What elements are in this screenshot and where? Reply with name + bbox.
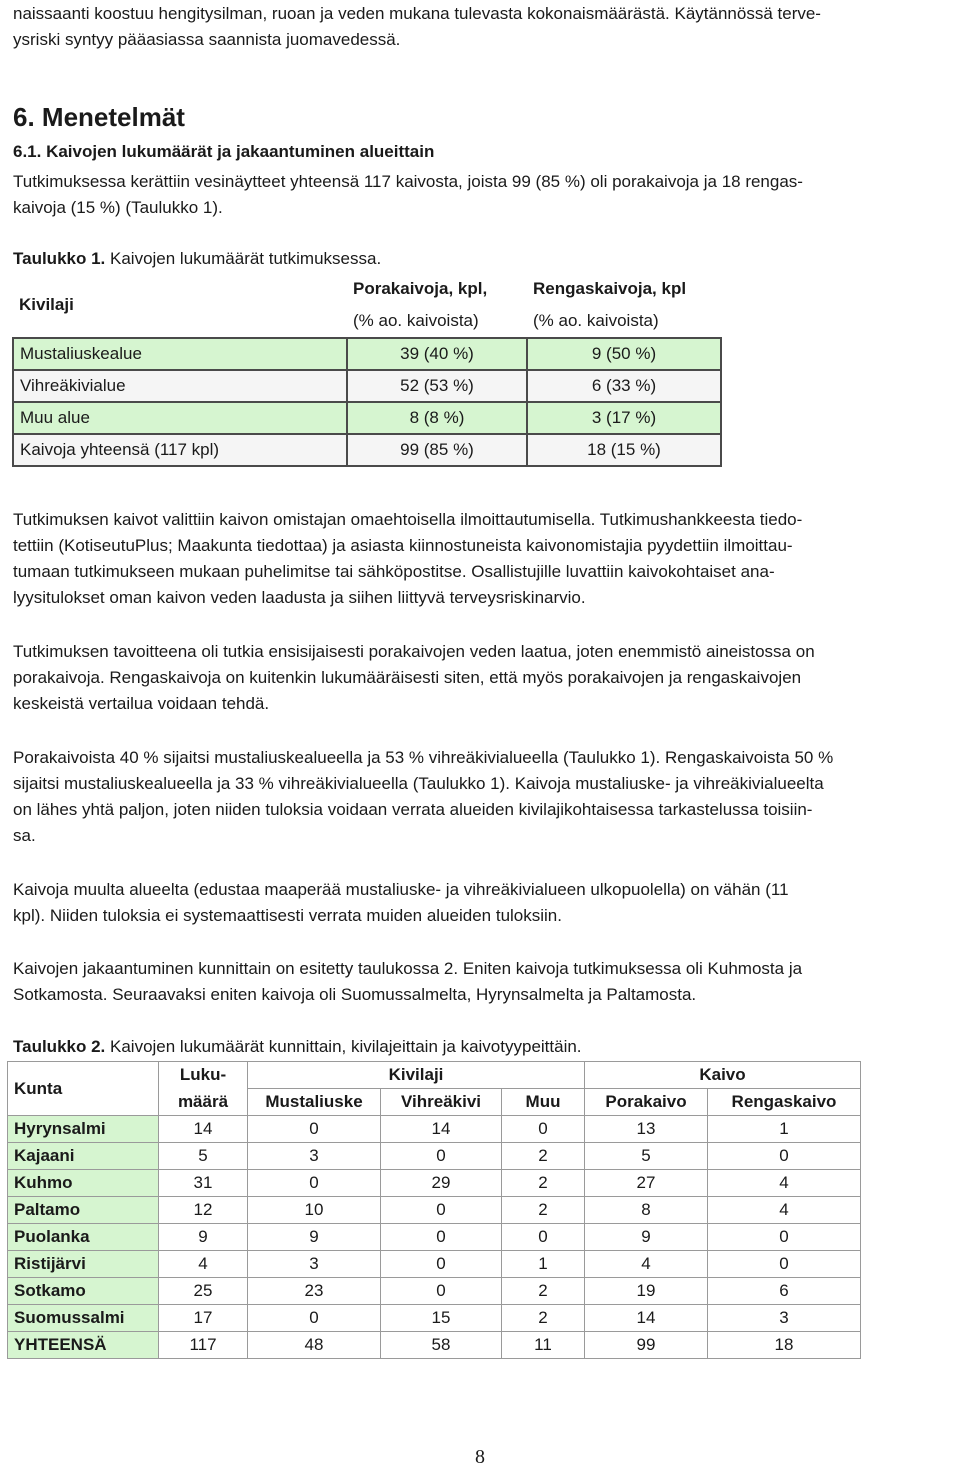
table1-row-porakaivot: 39 (40 %): [347, 338, 527, 370]
table2-cell-muu: 2: [502, 1305, 585, 1332]
table2-cell-kunta: Hyrynsalmi: [8, 1116, 159, 1143]
table1: [12, 273, 722, 467]
table2-cell-porakaivo: 19: [585, 1278, 708, 1305]
table-row: [8, 1251, 861, 1278]
table2-cell-porakaivo: 14: [585, 1305, 708, 1332]
table2-cell-porakaivo: 5: [585, 1143, 708, 1170]
table2-cell-porakaivo: 27: [585, 1170, 708, 1197]
para4-line-2: sijaitsi mustaliuskealueella ja 33 % vihreäkivialueella (Taulukko 1). Kaivoja mustaliuske- ja vihreäkivialueelta: [13, 774, 824, 793]
table-row: [13, 434, 721, 466]
table2-cell-lukumaara: 12: [159, 1197, 248, 1224]
paragraph-5: [13, 877, 953, 929]
table2-header-row-1: [8, 1062, 861, 1089]
paragraph-4: [13, 745, 953, 849]
paragraph-2: [13, 507, 953, 611]
section-heading: 6. Menetelmät: [13, 102, 185, 132]
para3-line-2: porakaivoja. Rengaskaivoja on kuitenkin lukumääräisesti siten, että myös porakaivojen ja rengaskaivojen: [13, 668, 802, 687]
table2-cell-vihreakivi: 0: [381, 1143, 502, 1170]
paragraph-6: [13, 956, 953, 1008]
table2-cell-rengaskaivo: 18: [708, 1332, 861, 1359]
table-row: [13, 338, 721, 370]
table2-cell-lukumaara: 31: [159, 1170, 248, 1197]
table2-cell-lukumaara: 5: [159, 1143, 248, 1170]
intro-line-1: naissaanti koostuu hengitysilman, ruoan ja veden mukana tulevasta kokonaismäärästä. Käytännössä terve-: [13, 4, 821, 23]
table-row: [8, 1332, 861, 1359]
table2-cell-muu: 11: [502, 1332, 585, 1359]
table2-header-rengaskaivo: Rengaskaivo: [708, 1089, 861, 1116]
table2-cell-vihreakivi: 15: [381, 1305, 502, 1332]
table2-cell-rengaskaivo: 6: [708, 1278, 861, 1305]
table2-cell-porakaivo: 8: [585, 1197, 708, 1224]
table1-row-rengaskaivot: 9 (50 %): [527, 338, 721, 370]
table1-header-kivilaji: Kivilaji: [19, 295, 74, 314]
para3-line-3: keskeistä vertailua voidaan tehdä.: [13, 694, 270, 713]
table1-header-porakaivoja-unit: (% ao. kaivoista): [353, 311, 479, 330]
para6-line-1: Kaivojen jakaantuminen kunnittain on esitetty taulukossa 2. Eniten kaivoja tutkimuksessa oli Kuhmosta ja: [13, 959, 803, 978]
table2-caption-text: Kaivojen lukumäärät kunnittain, kivilajeittain ja kaivotyypeittäin.: [110, 1037, 582, 1056]
table2-cell-muu: 0: [502, 1116, 585, 1143]
table2-cell-mustaliuske: 3: [248, 1251, 381, 1278]
table2-cell-lukumaara: 25: [159, 1278, 248, 1305]
table2-header-vihreakivi: Vihreäkivi: [381, 1089, 502, 1116]
table-row: [8, 1143, 861, 1170]
table-row: [8, 1197, 861, 1224]
table2-header-mustaliuske: Mustaliuske: [248, 1089, 381, 1116]
table2-cell-vihreakivi: 0: [381, 1278, 502, 1305]
table2-cell-kunta: Kuhmo: [8, 1170, 159, 1197]
paragraph-1: [13, 169, 953, 221]
table1-caption: [13, 249, 381, 269]
table2-cell-mustaliuske: 0: [248, 1116, 381, 1143]
table2-cell-porakaivo: 4: [585, 1251, 708, 1278]
table1-row-label: Mustaliuskealue: [13, 338, 347, 370]
para1-line-2: kaivoja (15 %) (Taulukko 1).: [13, 198, 223, 217]
table-row: [8, 1305, 861, 1332]
table1-row-label: Vihreäkivialue: [13, 370, 347, 402]
table2-cell-porakaivo: 9: [585, 1224, 708, 1251]
table2-header-kunta: Kunta: [8, 1062, 159, 1116]
table2-cell-mustaliuske: 9: [248, 1224, 381, 1251]
table2-cell-kunta: YHTEENSÄ: [8, 1332, 159, 1359]
table2-cell-muu: 2: [502, 1170, 585, 1197]
table1-row-rengaskaivot: 18 (15 %): [527, 434, 721, 466]
table2-cell-vihreakivi: 0: [381, 1224, 502, 1251]
para5-line-1: Kaivoja muulta alueelta (edustaa maaperää mustaliuske- ja vihreäkivialueen ulkopuolella) on vähän (11: [13, 880, 789, 899]
table2-cell-kunta: Kajaani: [8, 1143, 159, 1170]
intro-paragraph: [13, 1, 953, 53]
table2-cell-kunta: Puolanka: [8, 1224, 159, 1251]
table2-caption: [13, 1037, 582, 1057]
table2-cell-mustaliuske: 48: [248, 1332, 381, 1359]
table-row: [13, 370, 721, 402]
table2-cell-porakaivo: 99: [585, 1332, 708, 1359]
para2-line-2: tettiin (KotiseutuPlus; Maakunta tiedottaa) ja asiasta kiinnostuneista kaivonomistajia pyydettiin ilmoittau-: [13, 536, 793, 555]
table2-cell-mustaliuske: 0: [248, 1170, 381, 1197]
table1-row-porakaivot: 52 (53 %): [347, 370, 527, 402]
table2-cell-rengaskaivo: 1: [708, 1116, 861, 1143]
table1-row-rengaskaivot: 3 (17 %): [527, 402, 721, 434]
para4-line-4: sa.: [13, 826, 36, 845]
table2-cell-rengaskaivo: 0: [708, 1143, 861, 1170]
table1-row-label: Kaivoja yhteensä (117 kpl): [13, 434, 347, 466]
table1-caption-label: Taulukko 1.: [13, 249, 106, 268]
table2-cell-kunta: Suomussalmi: [8, 1305, 159, 1332]
table2: [7, 1061, 861, 1359]
table2-header-muu: Muu: [502, 1089, 585, 1116]
table1-header-rengaskaivoja: Rengaskaivoja, kpl: [533, 279, 687, 298]
table-row: [8, 1116, 861, 1143]
para2-line-1: Tutkimuksen kaivot valittiin kaivon omistajan omaehtoisella ilmoittautumisella. Tutkimushankkeesta tiedo-: [13, 510, 803, 529]
page-number: 8: [475, 1446, 485, 1468]
table2-header-kivilaji: Kivilaji: [248, 1062, 585, 1089]
table1-row-porakaivot: 99 (85 %): [347, 434, 527, 466]
table1-row-rengaskaivot: 6 (33 %): [527, 370, 721, 402]
para2-line-4: lyysitulokset oman kaivon veden laadusta ja siihen liittyvä terveysriskinarvio.: [13, 588, 586, 607]
table2-header-porakaivo: Porakaivo: [585, 1089, 708, 1116]
table1-row-porakaivot: 8 (8 %): [347, 402, 527, 434]
table2-cell-vihreakivi: 0: [381, 1251, 502, 1278]
table1-header-row-1: [13, 273, 721, 305]
table2-cell-rengaskaivo: 4: [708, 1197, 861, 1224]
table2-cell-lukumaara: 14: [159, 1116, 248, 1143]
para1-line-1: Tutkimuksessa kerättiin vesinäytteet yhteensä 117 kaivosta, joista 99 (85 %) oli porakaivoja ja 18 rengas-: [13, 172, 803, 191]
para5-line-2: kpl). Niiden tuloksia ei systemaattisesti verrata muiden alueiden tuloksiin.: [13, 906, 562, 925]
table2-cell-lukumaara: 4: [159, 1251, 248, 1278]
table2-cell-lukumaara: 117: [159, 1332, 248, 1359]
table2-cell-vihreakivi: 58: [381, 1332, 502, 1359]
table1-header-porakaivoja: Porakaivoja, kpl,: [353, 279, 488, 298]
table2-cell-muu: 0: [502, 1224, 585, 1251]
table1-caption-text: Kaivojen lukumäärät tutkimuksessa.: [110, 249, 382, 268]
table2-cell-muu: 2: [502, 1197, 585, 1224]
table2-cell-rengaskaivo: 0: [708, 1251, 861, 1278]
table2-cell-vihreakivi: 0: [381, 1197, 502, 1224]
table2-cell-kunta: Paltamo: [8, 1197, 159, 1224]
table2-cell-lukumaara: 17: [159, 1305, 248, 1332]
table2-cell-muu: 1: [502, 1251, 585, 1278]
table2-cell-mustaliuske: 23: [248, 1278, 381, 1305]
para4-line-3: on lähes yhtä paljon, joten niiden tuloksia voidaan verrata alueiden kivilajikohtaisessa tarkastelussa toisiin-: [13, 800, 813, 819]
table2-caption-label: Taulukko 2.: [13, 1037, 106, 1056]
table2-cell-vihreakivi: 14: [381, 1116, 502, 1143]
table2-cell-lukumaara: 9: [159, 1224, 248, 1251]
table2-cell-mustaliuske: 10: [248, 1197, 381, 1224]
table2-cell-rengaskaivo: 4: [708, 1170, 861, 1197]
table2-cell-mustaliuske: 3: [248, 1143, 381, 1170]
table2-header-lukumaara-1: Luku-: [159, 1062, 248, 1089]
table2-cell-vihreakivi: 29: [381, 1170, 502, 1197]
table1-row-label: Muu alue: [13, 402, 347, 434]
table-row: [8, 1278, 861, 1305]
table1-header-rengaskaivoja-unit: (% ao. kaivoista): [533, 311, 659, 330]
para6-line-2: Sotkamosta. Seuraavaksi eniten kaivoja oli Suomussalmelta, Hyrynsalmelta ja Paltamosta.: [13, 985, 697, 1004]
table2-cell-rengaskaivo: 3: [708, 1305, 861, 1332]
table2-cell-muu: 2: [502, 1278, 585, 1305]
table2-cell-porakaivo: 13: [585, 1116, 708, 1143]
table2-header-kaivo: Kaivo: [585, 1062, 861, 1089]
table2-cell-kunta: Ristijärvi: [8, 1251, 159, 1278]
intro-line-2: ysriski syntyy pääasiassa saannista juomavedessä.: [13, 30, 401, 49]
table2-cell-mustaliuske: 0: [248, 1305, 381, 1332]
table2-cell-kunta: Sotkamo: [8, 1278, 159, 1305]
table-row: [13, 402, 721, 434]
paragraph-3: [13, 639, 953, 717]
table2-cell-muu: 2: [502, 1143, 585, 1170]
table2-header-lukumaara-2: määrä: [159, 1089, 248, 1116]
para4-line-1: Porakaivoista 40 % sijaitsi mustaliuskealueella ja 53 % vihreäkivialueella (Taulukko 1). Rengaskaivoista 50 %: [13, 748, 834, 767]
table-row: [8, 1170, 861, 1197]
table2-cell-rengaskaivo: 0: [708, 1224, 861, 1251]
subsection-heading: 6.1. Kaivojen lukumäärät ja jakaantuminen alueittain: [13, 142, 435, 161]
table-row: [8, 1224, 861, 1251]
para3-line-1: Tutkimuksen tavoitteena oli tutkia ensisijaisesti porakaivojen veden laatua, joten enemmistö aineistossa on: [13, 642, 815, 661]
para2-line-3: tumaan tutkimukseen mukaan puhelimitse tai sähköpostitse. Osallistujille luvattiin kaivokohtaiset ana-: [13, 562, 775, 581]
